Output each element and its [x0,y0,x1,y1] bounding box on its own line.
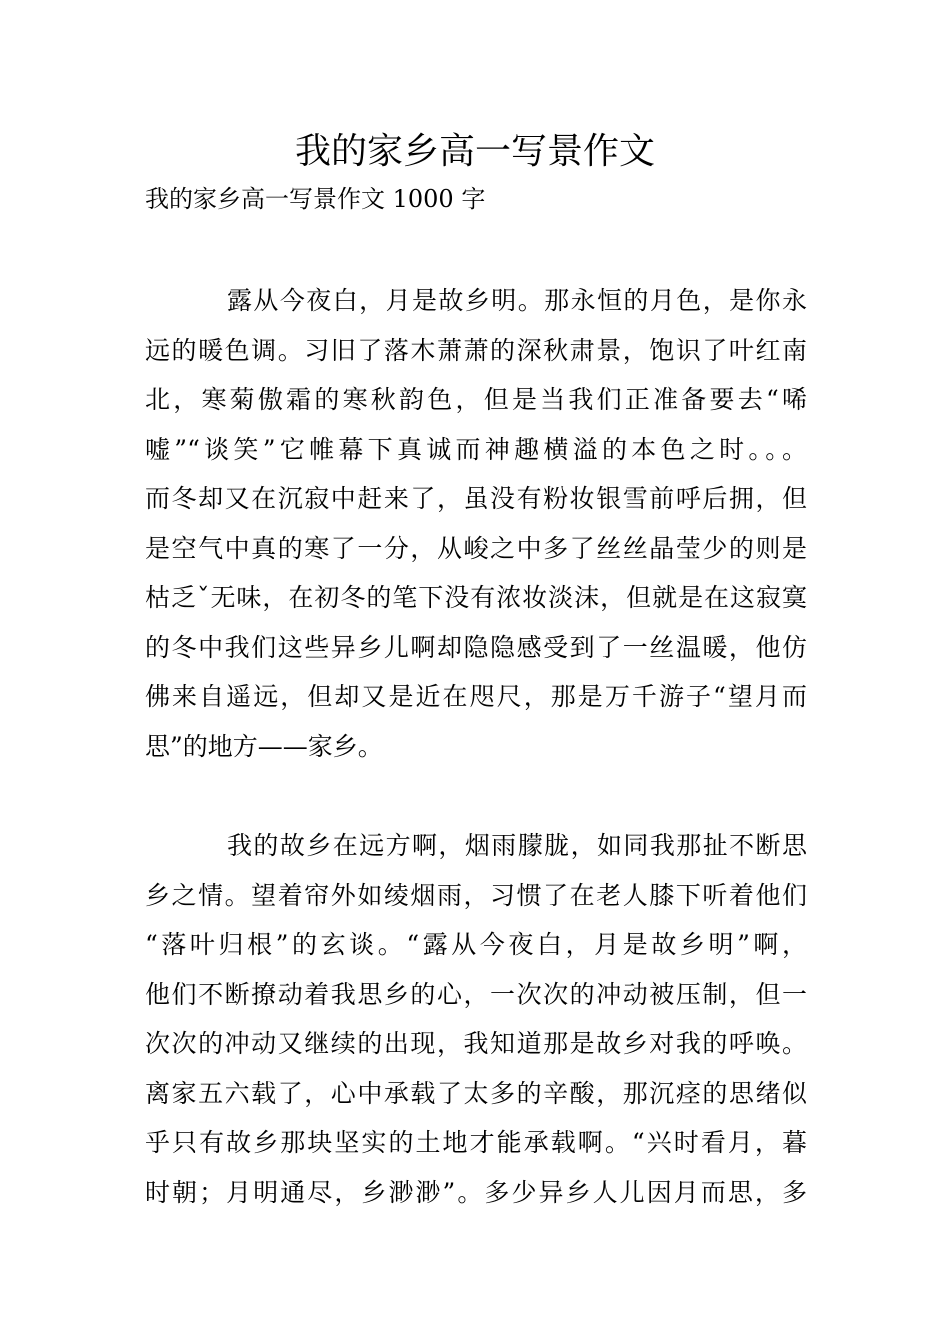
text-line: 北，寒菊傲霜的寒秋韵色，但是当我们正准备要去“唏 [145,385,807,414]
text-line: 嘘”“谈笑”它帷幕下真诚而神趣横溢的本色之时。。。 [145,434,807,464]
text-line: 我的故乡在远方啊，烟雨朦胧，如同我那扯不断思 [227,831,807,860]
text-line: 他们不断撩动着我思乡的心，一次次的冲动被压制，但一 [145,979,807,1009]
document-title: 我的家乡高一写景作文 [294,131,655,172]
paragraph-1 [145,283,807,778]
paragraph-2 [145,828,807,1224]
text-line: 的冬中我们这些异乡儿啊却隐隐感受到了一丝温暖，他仿 [145,632,807,662]
text-line: 次次的冲动又继续的出现，我知道那是故乡对我的呼唤。 [145,1029,807,1058]
document-subtitle: 我的家乡高一写景作文 1000 字 [145,185,486,213]
text-line: 而冬却又在沉寂中赶来了，虽没有粉妆银雪前呼后拥，但 [145,484,807,513]
text-line: 枯乏ˇ无味，在初冬的笔下没有浓妆淡沫，但就是在这寂寞 [145,583,807,612]
text-line: 时朝；月明通尽，乡渺渺”。多少异乡人儿因月而思，多 [145,1177,807,1207]
text-line: “落叶归根”的玄谈。“露从今夜白，月是故乡明”啊， [145,930,807,959]
text-line: 离家五六载了，心中承载了太多的辛酸，那沉痉的思绪似 [145,1078,807,1108]
text-line: 露从今夜白，月是故乡明。那永恒的月色，是你永 [227,286,807,315]
text-line: 乎只有故乡那块坚实的土地才能承载啊。“兴时看月，暮 [145,1128,807,1157]
text-line: 是空气中真的寒了一分，从峻之中多了丝丝晶莹少的则是 [145,533,807,563]
text-line: 佛来自遥远，但却又是近在咫尺，那是万千游子“望月而 [145,682,807,711]
text-line: 思”的地方——家乡。 [145,731,383,761]
text-line: 乡之情。望着帘外如绫烟雨，习惯了在老人膝下听着他们 [145,880,807,910]
text-line: 远的暖色调。习旧了落木萧萧的深秋肃景，饱识了叶红南 [145,335,807,365]
